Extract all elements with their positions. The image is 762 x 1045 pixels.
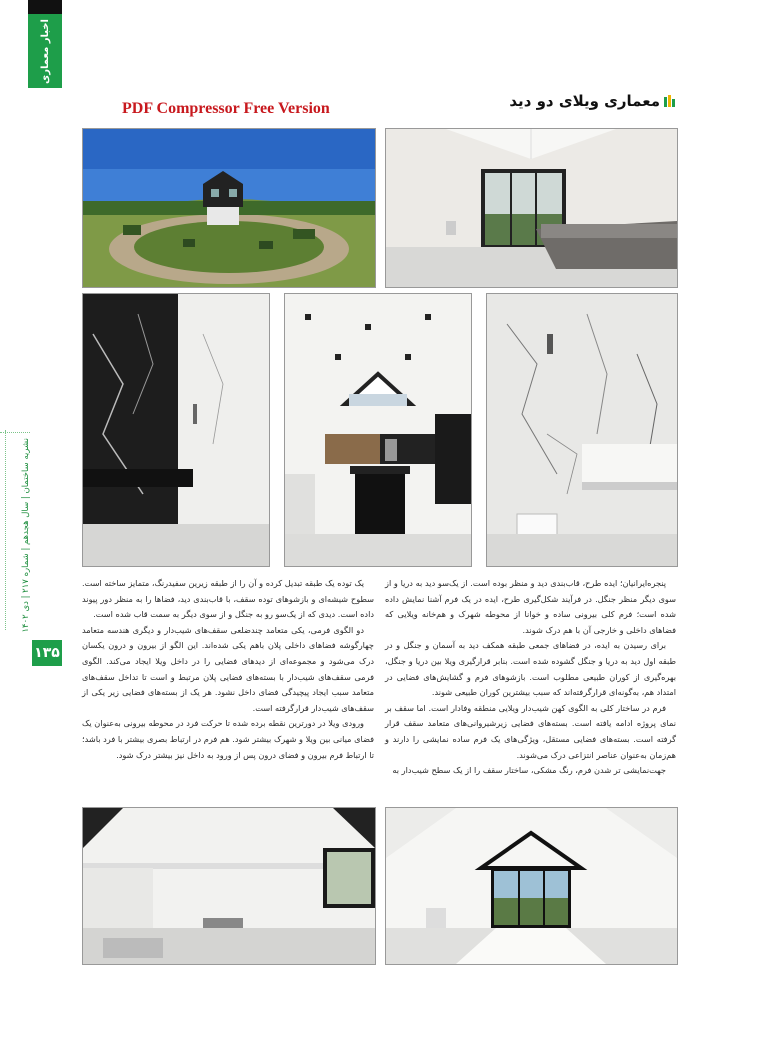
column-right xyxy=(385,576,676,804)
building-icon xyxy=(664,95,676,107)
paragraph: دو الگوی فرمی، یکی متعامد چندضلعی سقف‌های شیب‌دار و دیگری هندسه متعامد چهارگوشه فضاهای داخلی پلان باهم یکی شده‌اند. این الگو از بیرون و درون یکسان درک می‌شود و مجموعه‌ای از دیدهای فضایی را در داخل ویلا ایجاد می‌کند. الگوی فرمی سقف‌های شیب‌دار با بسته‌های فضایی پلان مرتبط و است تا تداخل سقف‌های متعامد سبب ایجاد پیچیدگی فضای داخل نشود. هر یک از بسته‌های فضایی زیر یکی از سقف‌های شیب‌دار قرارگرفته است. xyxy=(82,624,374,713)
column-left xyxy=(82,576,374,804)
page-number: ۱۳۵ xyxy=(32,640,62,666)
photo-living-space xyxy=(82,807,376,965)
photo-exterior-aerial xyxy=(82,128,376,288)
page-title xyxy=(509,92,676,110)
photo-bathroom-marble xyxy=(486,293,678,567)
photo-bedroom-window xyxy=(385,128,678,288)
section-tab-label: اخبار معماری xyxy=(39,18,51,84)
paragraph: پنجره‌ایرانیان؛ ایده طرح، قاب‌بندی دید و منظر بوده است. از یک‌سو دید به دریا و از سوی دیگر منظر جنگل. در فرآیند شکل‌گیری طرح، ایده در یک فرم آشنا نمایش داده شده است؛ فرم کلی بیرونی ساده و خوانا از محوطه شهرک و هم‌خانه ویلایی که فضاهای داخلی و خارجی آن با هم درک شوند. xyxy=(385,578,676,635)
magazine-line: نشریه ساختمان | سال هجدهم | شماره ۲۱۷ | دی ۱۴۰۲ xyxy=(21,437,31,633)
paragraph: یک توده یک طبقه تبدیل کرده و آن را از طبقه زیرین سفیدرنگ، متمایز ساخته است. سطوح شیشه‌ای و بازشوهای توده سقف، با قاب‌بندی دید، فضاها را به منظر دور پیوند داده است. دیدی که از یک‌سو رو به جنگل و از سوی دیگر به سمت قاب شده است. xyxy=(82,578,374,620)
paragraph: ورودی ویلا در دورترین نقطه برده شده تا حرکت فرد در محوطه بیرونی به‌عنوان یک فضای میانی بین ویلا و شهرک بیشتر شود. هم فرم در ارتباط بصری بیشتر با فرد باشد؛ تا ارتباط فرم بیرون و فضای درون پس از ورود به داخل نیز بیشتر درک شود. xyxy=(82,718,374,760)
page-title-text: معماری ویلای دو دید xyxy=(509,92,660,110)
photo-kitchen-interior xyxy=(284,293,472,567)
magazine-line-wrap xyxy=(12,437,40,633)
watermark: PDF Compressor Free Version xyxy=(122,100,330,117)
photo-gable-window-room xyxy=(385,807,678,965)
paragraph: برای رسیدن به ایده، در فضاهای جمعی طبقه همکف دید به آسمان و جنگل و در طبقه اول دید به دریا و جنگل گشوده شده است. بنابر قرارگیری ویلا بین دریا و جنگل، بهره‌گیری از کوران طبیعی مطلوب است. بازشوهای فرم و گشایش‌های فضایی در امتداد هم، به‌گونه‌ای قرارگرفته‌اند که سبب بیشترین کوران طبیعی شوند. xyxy=(385,640,676,698)
paragraph: جهت‌نمایشی تر شدن فرم، رنگ مشکی، ساختار سقف را از یک سطح شیب‌دار به xyxy=(392,765,666,776)
dotted-rule xyxy=(5,430,6,630)
section-tab-label-wrap xyxy=(28,14,62,88)
paragraph: فرم در ساختار کلی به الگوی کهن شیب‌دار ویلایی منطقه وفادار است. اما سقف بر نمای پروژه ادامه یافته است. بسته‌های فضایی زیرشیروانی‌های متعامد سقف قرار گرفته است. بسته‌های فضایی مستقل، ویژگی‌های یک فرم ساده نمایشی را دارند و هم‌زمان به‌عنوان عناصر انتزاعی درک می‌شوند. xyxy=(385,702,676,760)
photo-bathroom-dark xyxy=(82,293,270,567)
section-tab-cap xyxy=(28,0,62,14)
